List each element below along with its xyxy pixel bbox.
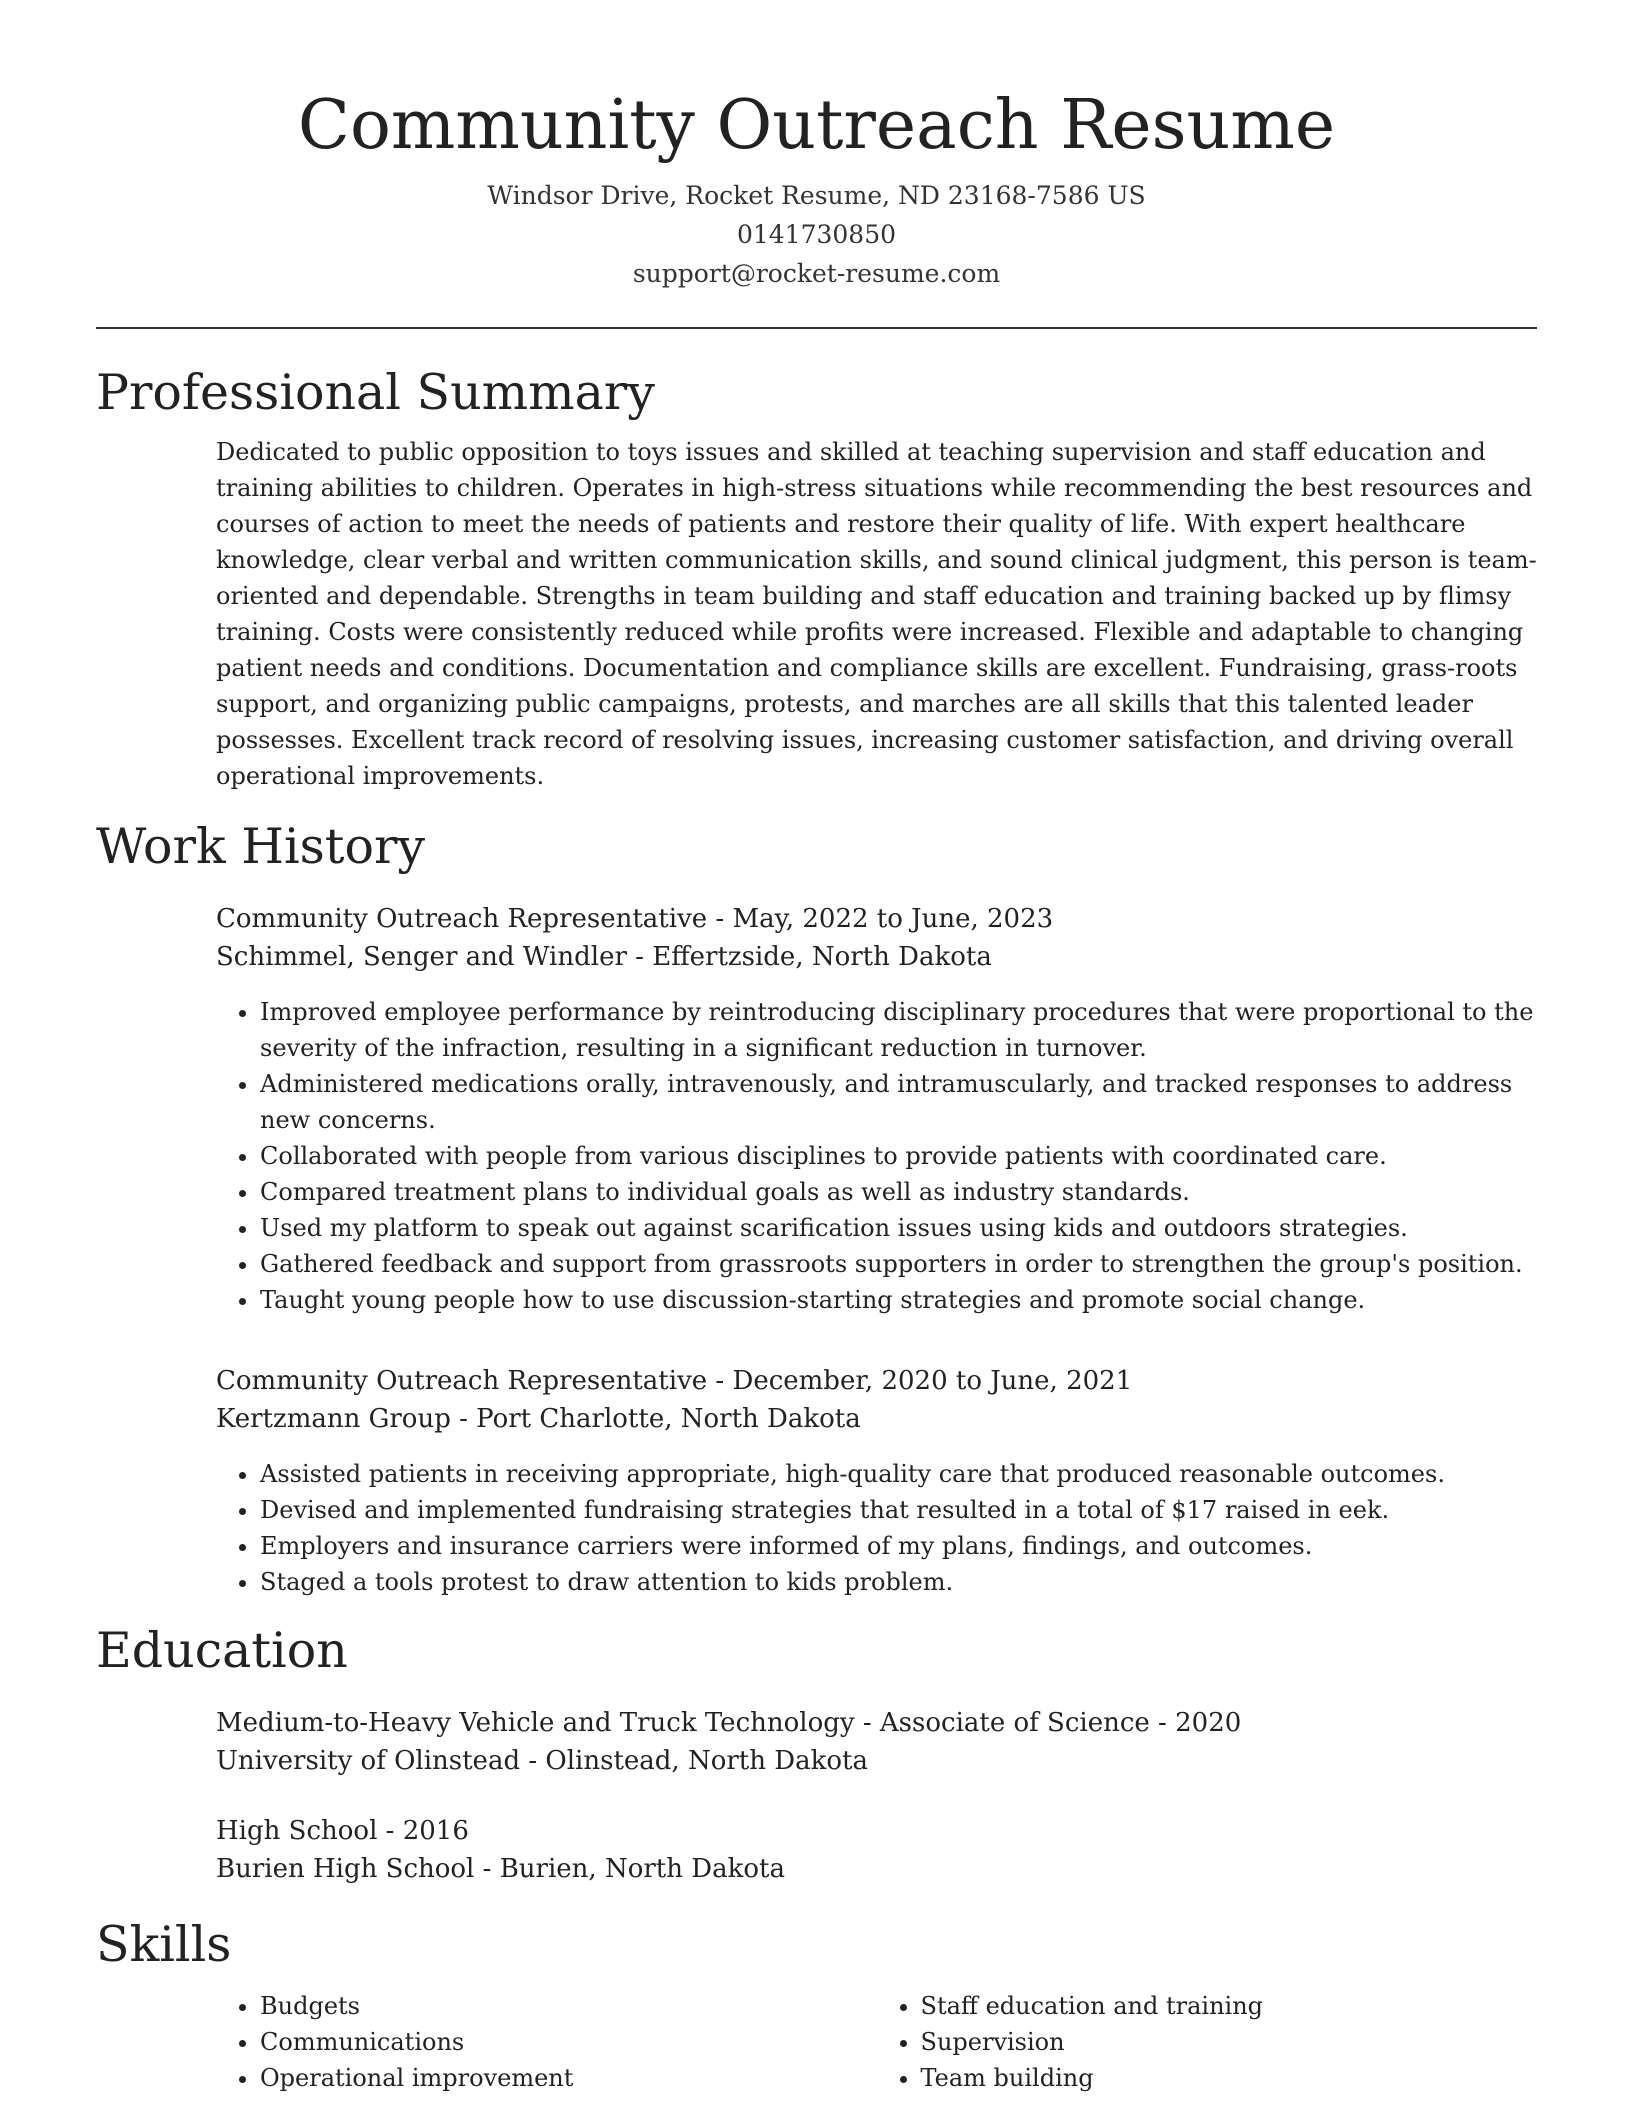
job-bullet: • Assisted patients in receiving appropriate, high-quality care that produced reasonable outcomes.: [260, 1456, 1537, 1492]
job-company-line: [216, 1400, 1537, 1438]
section-professional-summary: [96, 362, 1537, 794]
skill-item: • Budgets: [260, 1988, 877, 2024]
job-company-line: [216, 938, 1537, 976]
education-school: University of Olinstead: [216, 1746, 521, 1776]
section-education: [96, 1620, 1537, 1888]
job-entry: [216, 900, 1537, 1318]
education-school-line: [216, 1850, 1537, 1888]
education-entry: [216, 1704, 1537, 1780]
job-bullet: • Compared treatment plans to individual goals as well as industry standards.: [260, 1174, 1537, 1210]
job-bullet: • Taught young people how to use discussion-starting strategies and promote social change.: [260, 1282, 1537, 1318]
education-degree: High School - 2016: [216, 1816, 469, 1846]
skill-item: • Team building: [921, 2060, 1538, 2096]
job-bullet: • Gathered feedback and support from grassroots supporters in order to strengthen the group's position.: [260, 1246, 1537, 1282]
education-school: Burien High School: [216, 1854, 475, 1884]
skill-item: • Communications: [260, 2024, 877, 2060]
contact-phone: 0141730850: [736, 220, 897, 249]
job-bullet: • Used my platform to speak out against scarification issues using kids and outdoors strategies.: [260, 1210, 1537, 1246]
job-position: Community Outreach Representative: [216, 904, 708, 934]
resume-title: Community Outreach Resume: [297, 86, 1336, 165]
job-bullet: • Devised and implemented fundraising strategies that resulted in a total of $17 raised in eek.: [260, 1492, 1537, 1528]
job-location: - Port Charlotte, North Dakota: [450, 1404, 861, 1434]
job-title-line: [216, 900, 1537, 938]
job-bullet: • Improved employee performance by reintroducing disciplinary procedures that were proportional to the severity of the infraction, resulting in a significant reduction in turnover.: [260, 994, 1537, 1066]
education-entry: [216, 1812, 1537, 1888]
job-entry: [216, 1362, 1537, 1600]
skill-item: • Staff education and training: [921, 1988, 1538, 2024]
header-divider: [96, 327, 1537, 329]
job-bullets: [216, 1456, 1537, 1600]
skills-column-left: [216, 1988, 877, 2096]
section-title-work: Work History: [96, 818, 426, 875]
job-company: Kertzmann Group: [216, 1404, 451, 1434]
section-title-summary: Professional Summary: [96, 364, 655, 421]
section-skills: [96, 1914, 1537, 2096]
education-location: - Olinstead, North Dakota: [520, 1746, 868, 1776]
job-company: Schimmel, Senger and Windler: [216, 942, 627, 972]
skill-item: • Operational improvement: [260, 2060, 877, 2096]
job-bullet: • Collaborated with people from various disciplines to provide patients with coordinated care.: [260, 1138, 1537, 1174]
summary-paragraph: Dedicated to public opposition to toys issues and skilled at teaching supervision and staff education and training abilities to children. Operates in high-stress situations while recommending the best resources and courses of action to meet the needs of patients and restore their quality of life. With expert healthcare knowledge, clear verbal and written communication skills, and sound clinical judgment, this person is team-oriented and dependable. Strengths in team building and staff education and training backed up by flimsy training. Costs were consistently reduced while profits were increased. Flexible and adaptable to changing patient needs and conditions. Documentation and compliance skills are excellent. Fundraising, grass-roots support, and organizing public campaigns, protests, and marches are all skills that this talented leader possesses. Excellent track record of resolving issues, increasing customer satisfaction, and driving overall operational improvements.: [216, 438, 1537, 790]
contact-email: support@rocket-resume.com: [632, 259, 1001, 288]
job-bullet: • Administered medications orally, intravenously, and intramuscularly, and tracked responses to address new concerns.: [260, 1066, 1537, 1138]
education-location: - Burien, North Dakota: [474, 1854, 785, 1884]
job-title-line: [216, 1362, 1537, 1400]
skill-item: • Supervision: [921, 2024, 1538, 2060]
contact-block: [96, 176, 1537, 293]
job-bullets: [216, 994, 1537, 1318]
resume-header: [96, 0, 1537, 293]
section-work-history: [96, 816, 1537, 1600]
job-dates: - May, 2022 to June, 2023: [707, 904, 1054, 934]
education-degree: Medium-to-Heavy Vehicle and Truck Technology - Associate of Science - 2020: [216, 1708, 1242, 1738]
job-bullet: • Employers and insurance carriers were informed of my plans, findings, and outcomes.: [260, 1528, 1537, 1564]
contact-address: Windsor Drive, Rocket Resume, ND 23168-7586 US: [487, 181, 1146, 210]
skills-grid: [216, 1988, 1537, 2096]
job-bullet: • Staged a tools protest to draw attention to kids problem.: [260, 1564, 1537, 1600]
education-school-line: [216, 1742, 1537, 1780]
skills-column-right: [877, 1988, 1538, 2096]
section-title-education: Education: [96, 1622, 348, 1679]
job-dates: - December, 2020 to June, 2021: [707, 1366, 1133, 1396]
job-position: Community Outreach Representative: [216, 1366, 708, 1396]
section-title-skills: Skills: [96, 1916, 232, 1973]
job-location: - Effertzside, North Dakota: [626, 942, 992, 972]
